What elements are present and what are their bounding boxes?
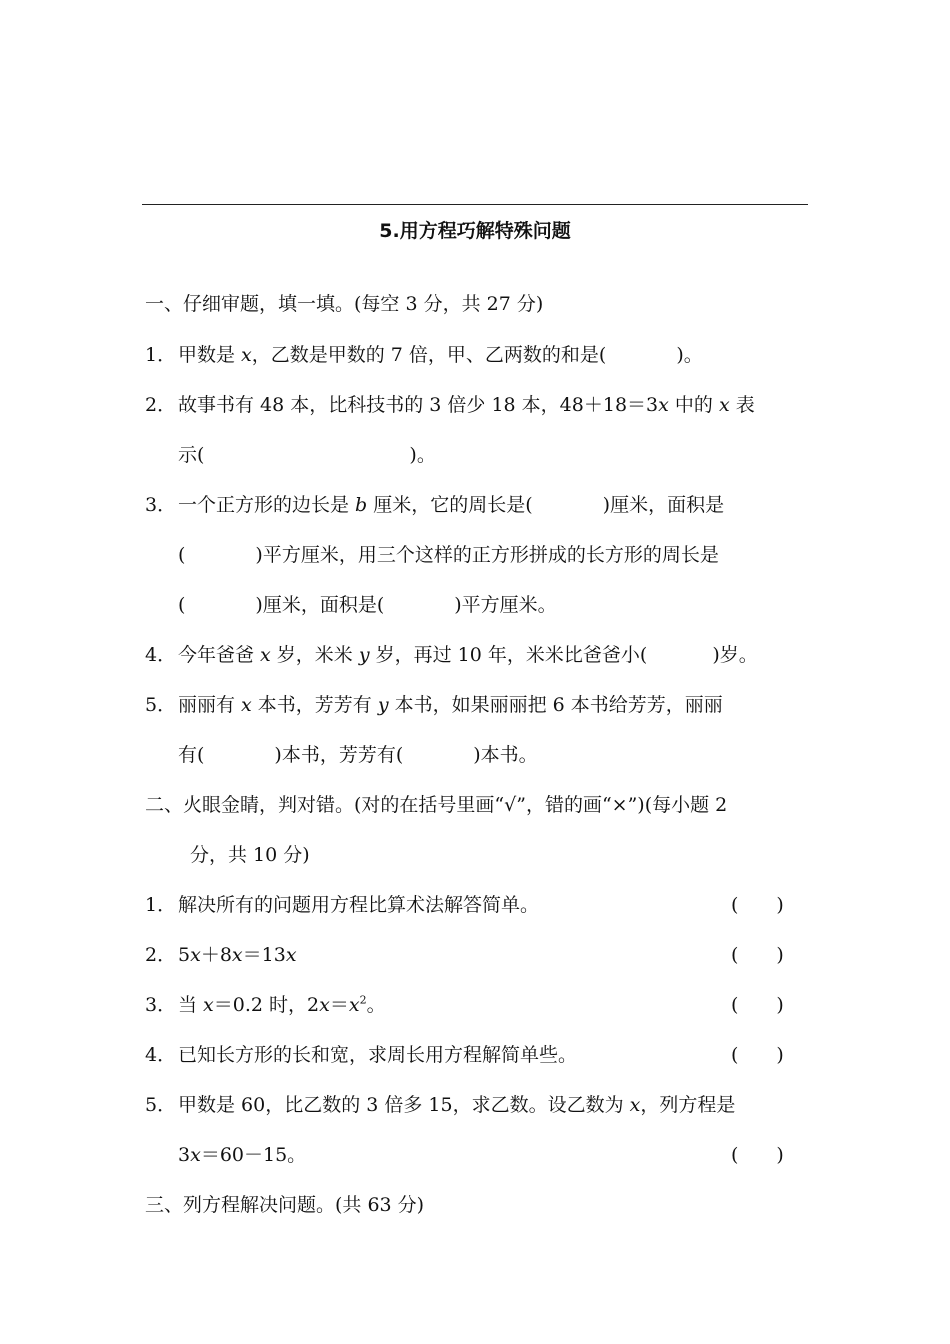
- section2-heading: 二、火眼金睛，判对错。(对的在括号里画“√”，错的画“×”)(每小题 2: [145, 794, 728, 816]
- s1-q2-cont: 示( )。: [178, 444, 436, 466]
- s1-q3-cont: ( )平方厘米，用三个这样的正方形拼成的长方形的周长是: [178, 544, 719, 566]
- q-number: 2．: [145, 944, 177, 966]
- section3-heading: 三、列方程解决问题。(共 63 分): [145, 1194, 425, 1216]
- s1-q5: 5． 丽丽有 x 本书，芳芳有 y 本书，如果丽丽把 6 本书给芳芳，丽丽: [145, 690, 723, 720]
- answer-bracket-2[interactable]: ( ): [731, 944, 784, 966]
- q-number: 3．: [145, 494, 177, 516]
- section1-heading: 一、仔细审题，填一填。(每空 3 分，共 27 分): [145, 293, 544, 315]
- section2-heading-cont: 分，共 10 分): [190, 844, 310, 866]
- q-number: 2．: [145, 394, 177, 416]
- s2-q5: 5． 甲数是 60，比乙数的 3 倍多 15，求乙数。设乙数为 x，列方程是: [145, 1090, 735, 1120]
- q-number: 3．: [145, 994, 177, 1016]
- s1-q4: 4． 今年爸爸 x 岁，米米 y 岁，再过 10 年，米米比爸爸小( )岁。: [145, 640, 758, 670]
- s1-q3-cont2: ( )厘米，面积是( )平方厘米。: [178, 594, 557, 616]
- s2-q5-cont: 3x＝60－15。: [178, 1144, 307, 1166]
- q-number: 5．: [145, 694, 177, 716]
- q-number: 4．: [145, 1044, 177, 1066]
- answer-bracket-4[interactable]: ( ): [731, 1044, 784, 1066]
- answer-bracket-5[interactable]: ( ): [731, 1144, 784, 1166]
- s2-q3: 3． 当 x＝0.2 时，$2x=x^2$。: [145, 990, 386, 1020]
- s1-q2: 2． 故事书有 48 本，比科技书的 3 倍少 18 本，48＋18＝3x 中的 x 表: [145, 390, 755, 420]
- s1-q1: 1． 甲数是 x，乙数是甲数的 7 倍，甲、乙两数的和是( )。: [145, 340, 703, 370]
- q-number: 1．: [145, 344, 177, 366]
- s2-q1: 1． 解决所有的问题用方程比算术法解答简单。: [145, 890, 539, 920]
- q-number: 4．: [145, 644, 177, 666]
- header-rule: [142, 204, 808, 205]
- q-number: 5．: [145, 1094, 177, 1116]
- answer-bracket-3[interactable]: ( ): [731, 994, 784, 1016]
- s1-q5-cont: 有( )本书，芳芳有( )本书。: [178, 744, 538, 766]
- answer-bracket-1[interactable]: ( ): [731, 894, 784, 916]
- q-number: 1．: [145, 894, 177, 916]
- s2-q2: 2． 5x＋8x＝13x: [145, 940, 297, 970]
- page-title: 5.用方程巧解特殊问题: [379, 220, 571, 242]
- s1-q3: 3． 一个正方形的边长是 b 厘米，它的周长是( )厘米，面积是: [145, 490, 724, 520]
- s2-q4: 4． 已知长方形的长和宽，求周长用方程解简单些。: [145, 1040, 577, 1070]
